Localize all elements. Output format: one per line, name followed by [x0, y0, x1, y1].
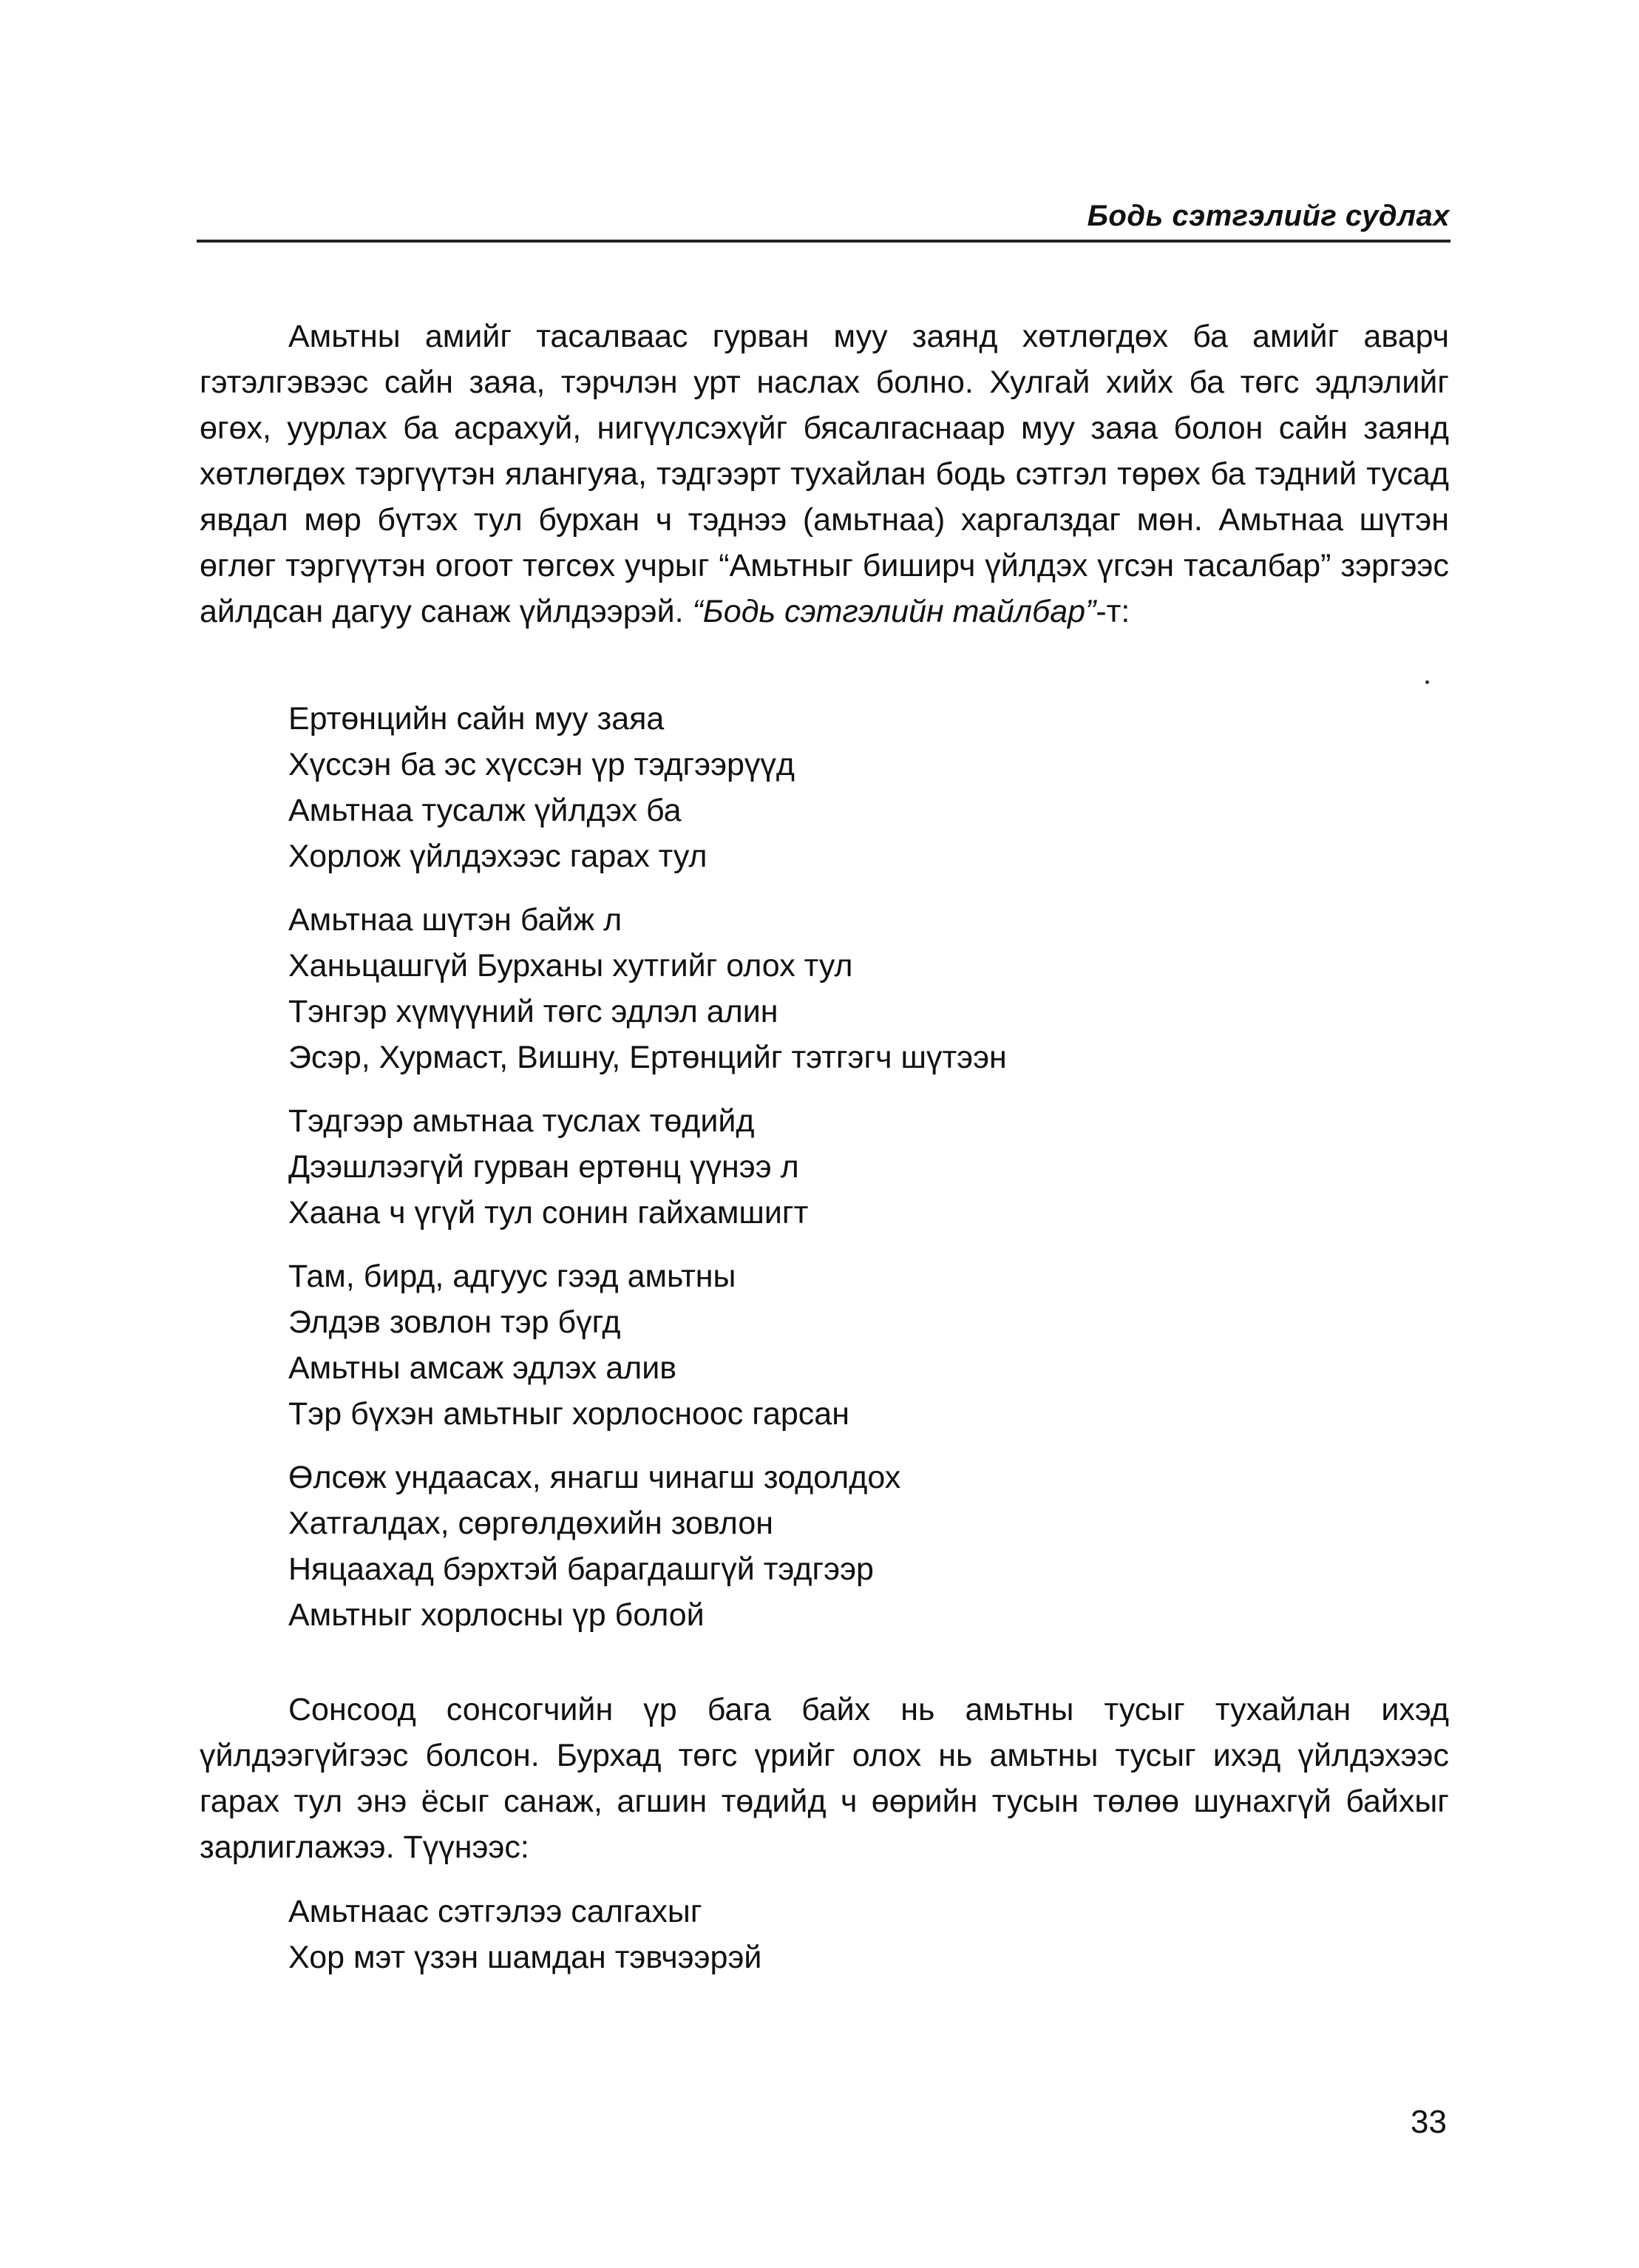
- paragraph-2: [200, 1687, 1449, 1870]
- paragraph-1-text: Амьтны амийг тасалваас гурван муу заянд хөтлөгдөх ба амийг аварч гэтэлгэвээс сайн заяа, тэрчлэн урт наслах болно. Хулгай хийх ба төгс эдлэлийг өгөх, уурлах ба асрахуй, нигүүлсэхүйг бясалгаснаар муу заяа болон сайн заянд хөтлөгдөх тэргүүтэн ялангуяа, тэдгээрт тухайлан бодь сэтгэл төрөх ба тэдний тусад явдал мөр бүтэх тул бурхан ч тэднээ (амьтнаа) харгалздаг мөн. Амьтнаа шүтэн өглөг тэргүүтэн огоот төгсөх учрыг “Амьтныг биширч үйлдэх үгсэн тасалбар” зэргээс айлдсан дагуу санаж үйлдээрэй.: [200, 319, 1449, 629]
- verse-line: Хаана ч үгүй тул сонин гайхамшигт: [288, 1195, 809, 1231]
- verse-line: Тэнгэр хүмүүний төгс эдлэл алин: [288, 994, 778, 1029]
- paragraph-1-suffix: -т:: [1096, 594, 1130, 629]
- header-rule: [197, 240, 1450, 243]
- verse-line: Ертөнцийн сайн муу заяа: [288, 701, 665, 737]
- verse-line: Амьтнаас сэтгэлээ салгахыг: [288, 1894, 702, 1929]
- verse-line: Тэдгээр амьтнаа туслах төдийд: [288, 1103, 755, 1139]
- verse-line: Элдэв зовлон тэр бүгд: [288, 1304, 621, 1340]
- verse-line: Эсэр, Хурмаст, Вишну, Ертөнцийг тэтгэгч шүтээн: [288, 1040, 1007, 1075]
- verse-line: Няцаахад бэрхтэй барагдашгүй тэдгээр: [288, 1551, 874, 1587]
- final-stanza: [288, 1889, 761, 1980]
- italic-title: “Бодь сэтгэлийн тайлбар”: [692, 594, 1096, 629]
- verse-line: Тэр бүхэн амьтныг хорлосноос гарсан: [288, 1396, 849, 1432]
- verse-line: Дээшлээгүй гурван ертөнц үүнээ л: [288, 1149, 799, 1185]
- verse-line: Өлсөж ундаасах, янагш чинагш зодолдох: [288, 1460, 901, 1495]
- scan-dot: [1425, 680, 1429, 684]
- paragraph-2-text: Сонсоод сонсогчийн үр бага байх нь амьтны тусыг тухайлан ихэд үйлдээгүйгээс болсон. Бурхад төгс үрийг олох нь амьтны тусыг ихэд үйлдэхээс гарах тул энэ ёсыг санаж, агшин төдийд ч өөрийн тусын төлөө шунахгүй байхыг зарлиглажээ. Түүнээс:: [200, 1692, 1449, 1865]
- verse-line: Хорлож үйлдэхээс гарах тул: [288, 839, 707, 874]
- paragraph-1: [200, 314, 1449, 634]
- verse-line: Амьтнаа шүтэн байж л: [288, 902, 622, 938]
- header-title: Бодь сэтгэлийг судлах: [1087, 200, 1450, 232]
- verse-line: Амьтныг хорлосны үр болой: [288, 1597, 705, 1633]
- verse-line: Хор мэт үзэн шамдан тэвчээрэй: [288, 1940, 762, 1975]
- verse-line: Хүссэн ба эс хүссэн үр тэдгээрүүд: [288, 747, 795, 782]
- stanza-5: [288, 1455, 900, 1638]
- stanza-1: [288, 696, 795, 879]
- verse-line: Амьтнаа тусалж үйлдэх ба: [288, 793, 682, 828]
- stanza-4: [288, 1253, 849, 1437]
- verse-line: Ханьцашгүй Бурханы хутгийг олох тул: [288, 948, 853, 984]
- stanza-2: [288, 897, 1007, 1080]
- verse-line: Там, бирд, адгуус гээд амьтны: [288, 1259, 736, 1294]
- stanza-3: [288, 1098, 808, 1236]
- verse-line: Хатгалдах, сөргөлдөхийн зовлон: [288, 1506, 773, 1541]
- page-number: 33: [1411, 2104, 1447, 2140]
- verse-line: Амьтны амсаж эдлэх алив: [288, 1350, 677, 1386]
